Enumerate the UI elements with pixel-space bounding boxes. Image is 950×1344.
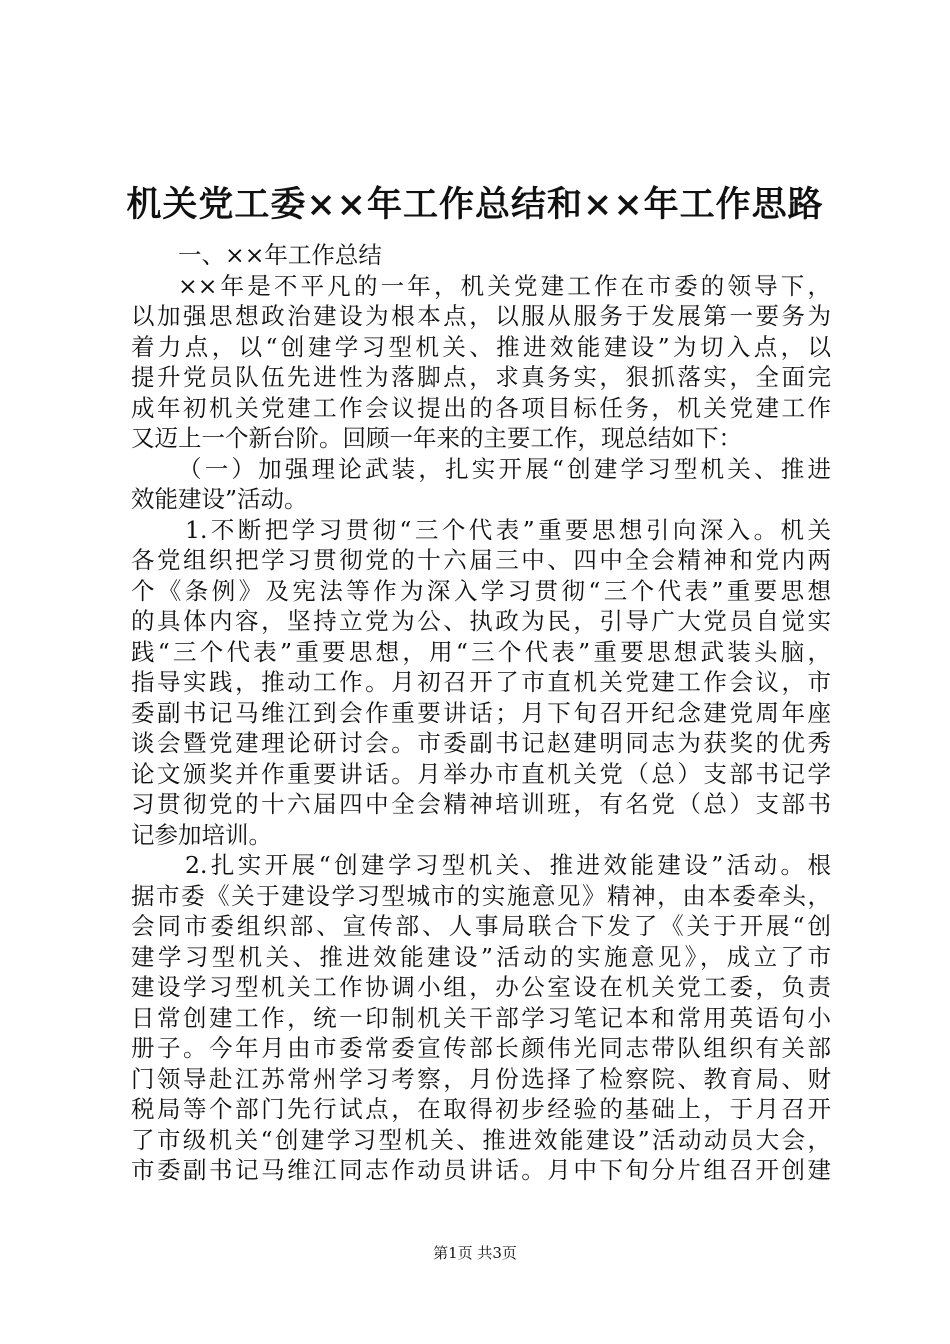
paragraph-line: 据市委《关于建设学习型城市的实施意见》精神，由本委牵头， [131,882,831,910]
paragraph-line: 提升党员队伍先进性为落脚点，求真务实，狠抓落实，全面完 [131,363,831,391]
subsection-heading-cont: 效能建设”活动。 [131,485,308,513]
page-number: 第1页 共3页 [433,1244,517,1262]
paragraph-line: 习贯彻党的十六届四中全会精神培训班，有名党（总）支部书 [131,790,831,818]
paragraph-line: 门领导赴江苏常州学习考察，月份选择了检察院、教育局、财 [131,1065,831,1093]
paragraph-line: 市委副书记马维江同志作动员讲话。月中下旬分片组召开创建 [131,1156,831,1184]
paragraph-line: 记参加培训。 [131,821,272,849]
paragraph-line: 个《条例》及宪法等作为深入学习贯彻“三个代表”重要思想 [131,577,831,605]
paragraph-line: 2.扎实开展“创建学习型机关、推进效能建设”活动。根 [185,851,831,879]
document-title: 机关党工委××年工作总结和××年工作思路 [126,184,824,225]
paragraph-line: 又迈上一个新台阶。回顾一年来的主要工作，现总结如下： [131,424,742,452]
section-heading: 一、××年工作总结 [178,241,382,269]
paragraph-line: 践“三个代表”重要思想，用“三个代表”重要思想武装头脑， [131,638,831,666]
paragraph-line: 论文颁奖并作重要讲话。月举办市直机关党（总）支部书记学 [131,760,831,788]
paragraph-line: 日常创建工作，统一印制机关干部学习笔记本和常用英语句小 [131,1004,831,1032]
paragraph-line: 委副书记马维江到会作重要讲话；月下旬召开纪念建党周年座 [131,699,831,727]
paragraph-line: 成年初机关党建工作会议提出的各项目标任务，机关党建工作 [131,394,831,422]
subsection-heading: （一）加强理论武装，扎实开展“创建学习型机关、推进 [178,455,831,483]
paragraph-line: 的具体内容，坚持立党为公、执政为民，引导广大党员自觉实 [131,607,831,635]
paragraph-line: 各党组织把学习贯彻党的十六届三中、四中全会精神和党内两 [131,546,831,574]
paragraph-line: 建设学习型机关工作协调小组，办公室设在机关党工委，负责 [131,973,831,1001]
paragraph-line: 着力点，以“创建学习型机关、推进效能建设”为切入点，以 [131,333,831,361]
paragraph-line: 了市级机关“创建学习型机关、推进效能建设”活动动员大会， [131,1126,831,1154]
paragraph-line: 谈会暨党建理论研讨会。市委副书记赵建明同志为获奖的优秀 [131,729,831,757]
paragraph-line: 指导实践，推动工作。月初召开了市直机关党建工作会议，市 [131,668,831,696]
paragraph-line: 册子。今年月由市委常委宣传部长颜伟光同志带队组织有关部 [131,1034,831,1062]
paragraph-line: 以加强思想政治建设为根本点，以服从服务于发展第一要务为 [131,302,831,330]
paragraph-line: 税局等个部门先行试点，在取得初步经验的基础上，于月召开 [131,1095,831,1123]
paragraph-line: 1.不断把学习贯彻“三个代表”重要思想引向深入。机关 [185,516,831,544]
paragraph-line: ××年是不平凡的一年，机关党建工作在市委的领导下， [178,272,831,300]
paragraph-line: 会同市委组织部、宣传部、人事局联合下发了《关于开展“创 [131,912,831,940]
paragraph-line: 建学习型机关、推进效能建设”活动的实施意见》，成立了市 [131,943,831,971]
